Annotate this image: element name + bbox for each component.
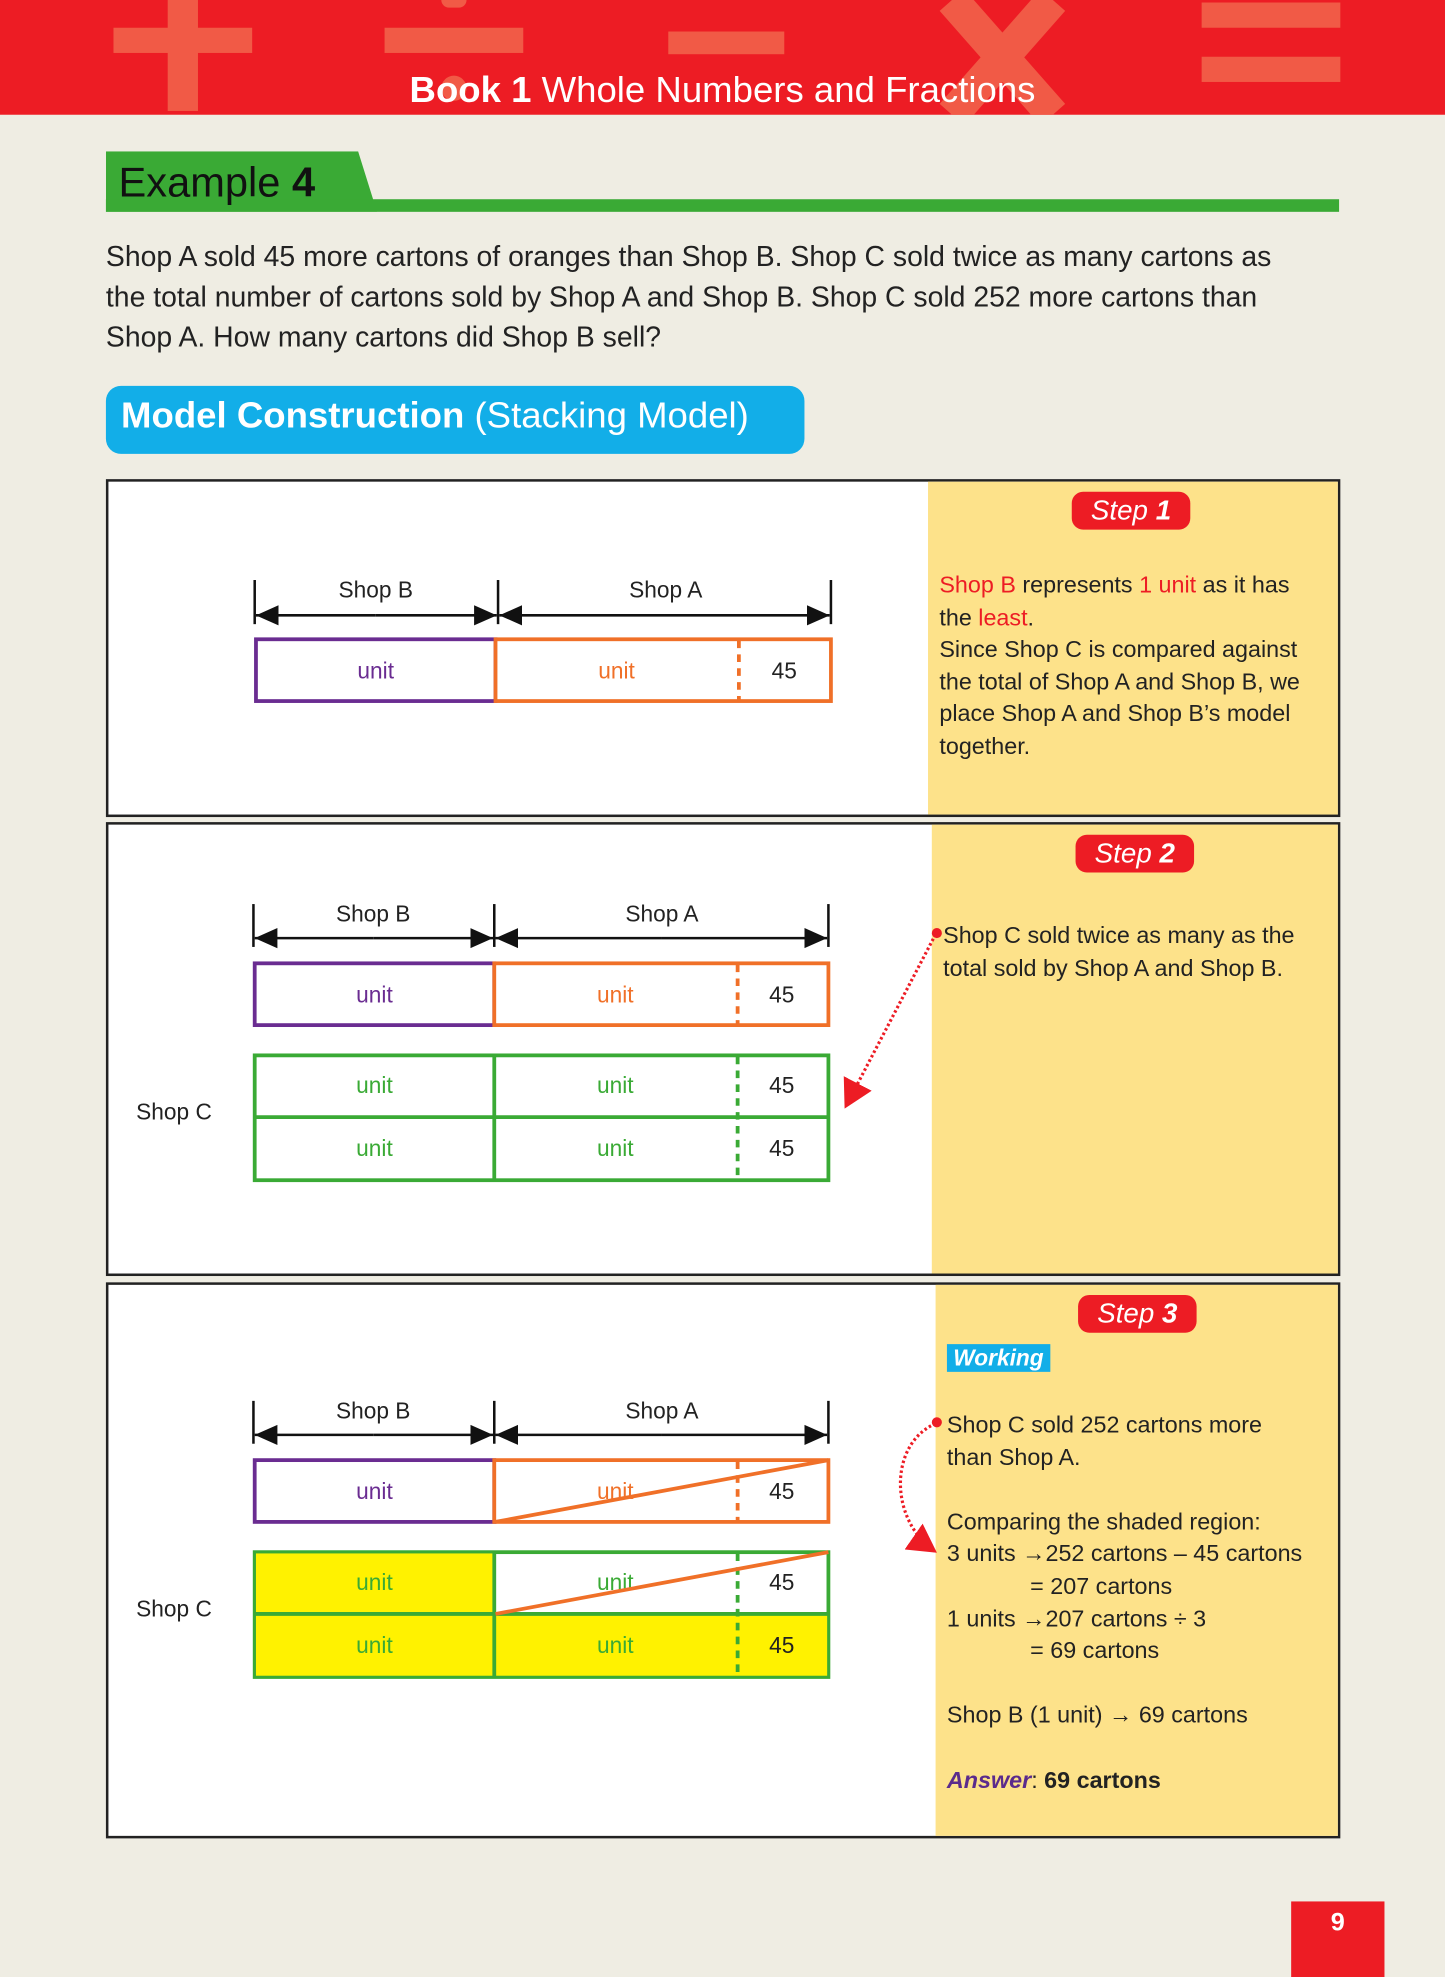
step3-model [136, 1396, 942, 1677]
svg-text:unit: unit [597, 1568, 634, 1595]
shop-c-bars [255, 1552, 829, 1677]
shop-c-label: Shop C [136, 1098, 212, 1125]
svg-text:unit: unit [597, 1632, 634, 1659]
svg-text:Shop A: Shop A [625, 1397, 699, 1424]
pointer-arrow [846, 934, 936, 1105]
step2-explanation: Shop C sold twice as many as the total sold by Shop A and Shop B. [943, 921, 1295, 981]
svg-text:45: 45 [769, 1072, 795, 1099]
svg-text:45: 45 [769, 1632, 795, 1659]
answer-value: 69 cartons [1044, 1765, 1161, 1793]
svg-text:unit: unit [356, 1135, 393, 1162]
svg-text:unit: unit [597, 1135, 634, 1162]
example-label: Example [118, 158, 281, 206]
svg-text:45: 45 [769, 1135, 795, 1162]
svg-text:unit: unit [356, 1632, 393, 1659]
svg-text:unit: unit [356, 1478, 393, 1505]
step3-working: Shop C sold 252 cartons more than Shop A. Comparing the shaded region: 3 units →252 cartons – 45 cartons = 207 cartons 1 units →207 cartons ÷ 3 = 69 cartons Shop B (1 unit) → 69 cartons Answer: 69 cartons [946, 1410, 1303, 1793]
step2-model [136, 899, 942, 1180]
working-label: Working [947, 1344, 1050, 1372]
pointer-arrow [900, 1424, 935, 1551]
svg-text:unit: unit [598, 657, 635, 684]
svg-text:unit: unit [356, 1072, 393, 1099]
svg-text:45: 45 [769, 981, 795, 1008]
svg-text:45: 45 [769, 1478, 795, 1505]
step1-badge: Step 1 [1072, 492, 1191, 530]
svg-text:unit: unit [356, 1568, 393, 1595]
svg-text:Shop B: Shop B [336, 900, 411, 927]
svg-text:45: 45 [771, 657, 797, 684]
step2-badge: Step 2 [1076, 835, 1195, 873]
svg-text:Shop B: Shop B [336, 1397, 411, 1424]
example-number: 4 [291, 158, 316, 206]
shop-b-label: Shop B [338, 576, 413, 603]
svg-text:Shop A: Shop A [625, 900, 699, 927]
svg-text:45: 45 [769, 1568, 795, 1595]
shaded-region [256, 1615, 827, 1676]
book-subtitle: Whole Numbers and Fractions [541, 70, 1036, 111]
question-line: the total number of cartons sold by Shop A and Shop B. Shop C sold 252 more cartons than [105, 281, 1258, 313]
svg-text:unit: unit [357, 657, 395, 684]
page-number: 9 [1291, 1901, 1384, 1977]
step1-explanation: Shop B represents 1 unit as it has the least. Since Shop C is compared against the total of Shop A and Shop B, we place Shop A and Shop B’s model together. [939, 571, 1300, 760]
section-subtitle: (Stacking Model) [464, 395, 749, 437]
svg-text:unit: unit [356, 981, 393, 1008]
question-line: Shop A. How many cartons did Shop B sell? [105, 321, 662, 354]
svg-text:unit: unit [597, 981, 634, 1008]
shop-a-label: Shop A [629, 576, 703, 603]
svg-text:Shop C: Shop C [136, 1595, 212, 1622]
section-title: Model Construction [121, 395, 465, 437]
step3-badge: Step 3 [1078, 1295, 1197, 1333]
answer-label: Answer [946, 1765, 1032, 1793]
shop-c-bars [255, 1055, 829, 1180]
question-line: Shop A sold 45 more cartons of oranges than Shop B. Shop C sold twice as many cartons as [105, 240, 1272, 273]
svg-text:unit: unit [597, 1478, 634, 1505]
book-number: Book 1 [409, 70, 532, 111]
step1-model [255, 575, 831, 701]
svg-text:unit: unit [597, 1072, 634, 1099]
